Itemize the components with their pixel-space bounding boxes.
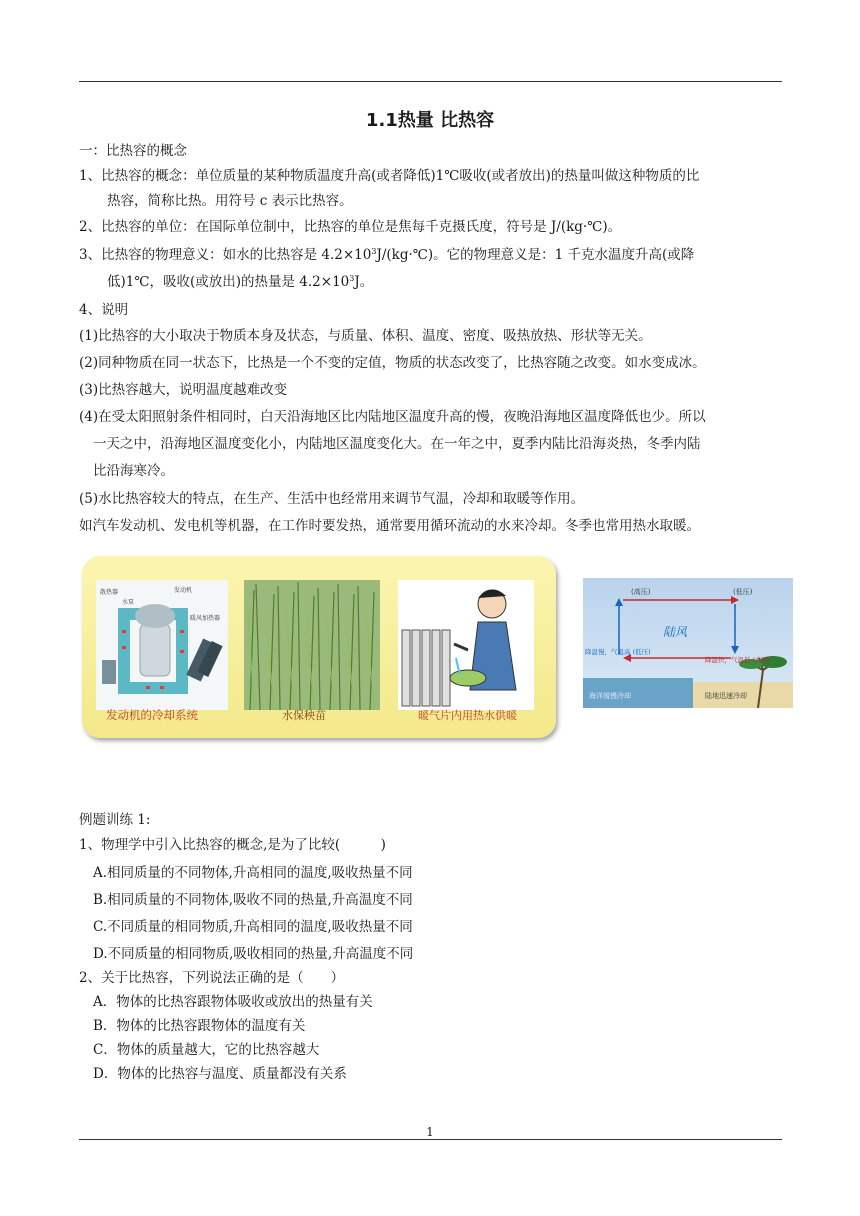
question-2: 2、关于比热容，下列说法正确的是（ ） (79, 970, 345, 986)
exercise-heading: 例题训练 1: (79, 812, 151, 828)
note-4-cont: 一天之中，沿海地区温度变化小，内陆地区温度变化大。在一年之中，夏季内陆比沿海炎热，冬季内陆 (93, 436, 701, 452)
note-2: (2)同种物质在同一状态下，比热是一个不变的定值，物质的状态改变了，比热容随之改变。如水变成冰。 (79, 355, 706, 371)
sea-side-text: 降温慢，气温高 (低压) (585, 648, 651, 656)
note-1: (1)比热容的大小取决于物质本身及状态，与质量、体积、温度、密度、吸热放热、形状等无关。 (79, 328, 652, 344)
question-1: 1、物理学中引入比热容的概念,是为了比较( ) (79, 837, 386, 853)
engine-label-engine: 发动机 (174, 587, 193, 594)
page-title: 1.1热量 比热容 (365, 110, 495, 131)
footer-rule (79, 1139, 782, 1140)
question-2-option-c: C．物体的质量越大，它的比热容越大 (93, 1042, 320, 1058)
caption-engine-cooling: 发动机的冷却系统 (106, 708, 198, 722)
note-6: 如汽车发动机、发电机等机器，在工作时要发热，通常要用循环流动的水来冷却。冬季也常用热水取暖。 (79, 518, 700, 534)
engine-cooling-image (96, 580, 228, 710)
land-breeze-diagram (583, 578, 793, 708)
notes-heading: 4、说明 (79, 302, 129, 318)
low-pressure-label: (低压) (733, 588, 753, 596)
sea-cooling-label: 海洋缓慢冷却 (589, 692, 631, 700)
caption-radiator-heating: 暖气片内用热水供暖 (418, 709, 517, 722)
unit-line: 2、比热容的单位：在国际单位制中，比热容的单位是焦每千克摄氏度，符号是 J/(kg·℃)。 (79, 219, 622, 235)
caption-rice-seedlings: 水保秧苗 (282, 709, 326, 722)
question-2-option-d: D．物体的比热容与温度、质量都没有关系 (93, 1066, 347, 1082)
concept-line-cont: 热容，简称比热。用符号 c 表示比热容。 (107, 193, 353, 209)
rice-seedlings-image (244, 580, 380, 710)
high-pressure-label: (高压) (631, 588, 651, 596)
meaning-line: 3、比热容的物理意义：如水的比热容是 $4.2\times 10^3J/(kg\cdot℃)$。它的物理意义是：1 千克水温度升高(或降 (79, 247, 695, 263)
question-1-option-a: A.相同质量的不同物体,升高相同的温度,吸收热量不同 (93, 865, 413, 881)
header-rule (79, 81, 782, 82)
question-1-option-d: D.不同质量的相同物质,吸收相同的热量,升高温度不同 (93, 946, 414, 962)
section-heading: 一：比热容的概念 (79, 143, 187, 159)
note-5: (5)水比热容较大的特点，在生产、生活中也经常用来调节气温，冷却和取暖等作用。 (79, 491, 585, 507)
radiator-heating-image (398, 580, 534, 710)
engine-label-pump: 水泵 (122, 599, 135, 606)
engine-label-radiator: 散热器 (100, 589, 119, 596)
question-1-option-c: C.不同质量的相同物质,升高相同的温度,吸收热量不同 (93, 919, 413, 935)
land-cooling-label: 陆地迅速冷却 (705, 692, 747, 700)
note-3: (3)比热容越大，说明温度越难改变 (79, 382, 288, 398)
concept-line: 1、比热容的概念：单位质量的某种物质温度升高(或者降低)1℃吸收(或者放出)的热量叫做这种物质的比 (79, 168, 700, 184)
note-4: (4)在受太阳照射条件相同时，白天沿海地区比内陆地区温度升高的慢，夜晚沿海地区温度降低也少。所以 (79, 409, 706, 425)
engine-label-heater: 暖风加热器 (190, 615, 221, 622)
land-side-text: 降温快，气温低 (高压) (705, 656, 771, 664)
question-2-option-a: A．物体的比热容跟物体吸收或放出的热量有关 (93, 994, 373, 1010)
note-4-cont2: 比沿海寒冷。 (93, 463, 174, 479)
question-1-option-b: B.相同质量的不同物体,吸收不同的热量,升高温度不同 (93, 892, 413, 908)
land-breeze-label: 陆风 (663, 625, 688, 639)
applications-image-panel (82, 556, 556, 738)
question-2-option-b: B．物体的比热容跟物体的温度有关 (93, 1018, 306, 1034)
meaning-line-cont: 低)1℃，吸收(或放出)的热量是 $4.2\times 10^3J$。 (107, 274, 374, 290)
page-number: 1 (426, 1125, 434, 1139)
